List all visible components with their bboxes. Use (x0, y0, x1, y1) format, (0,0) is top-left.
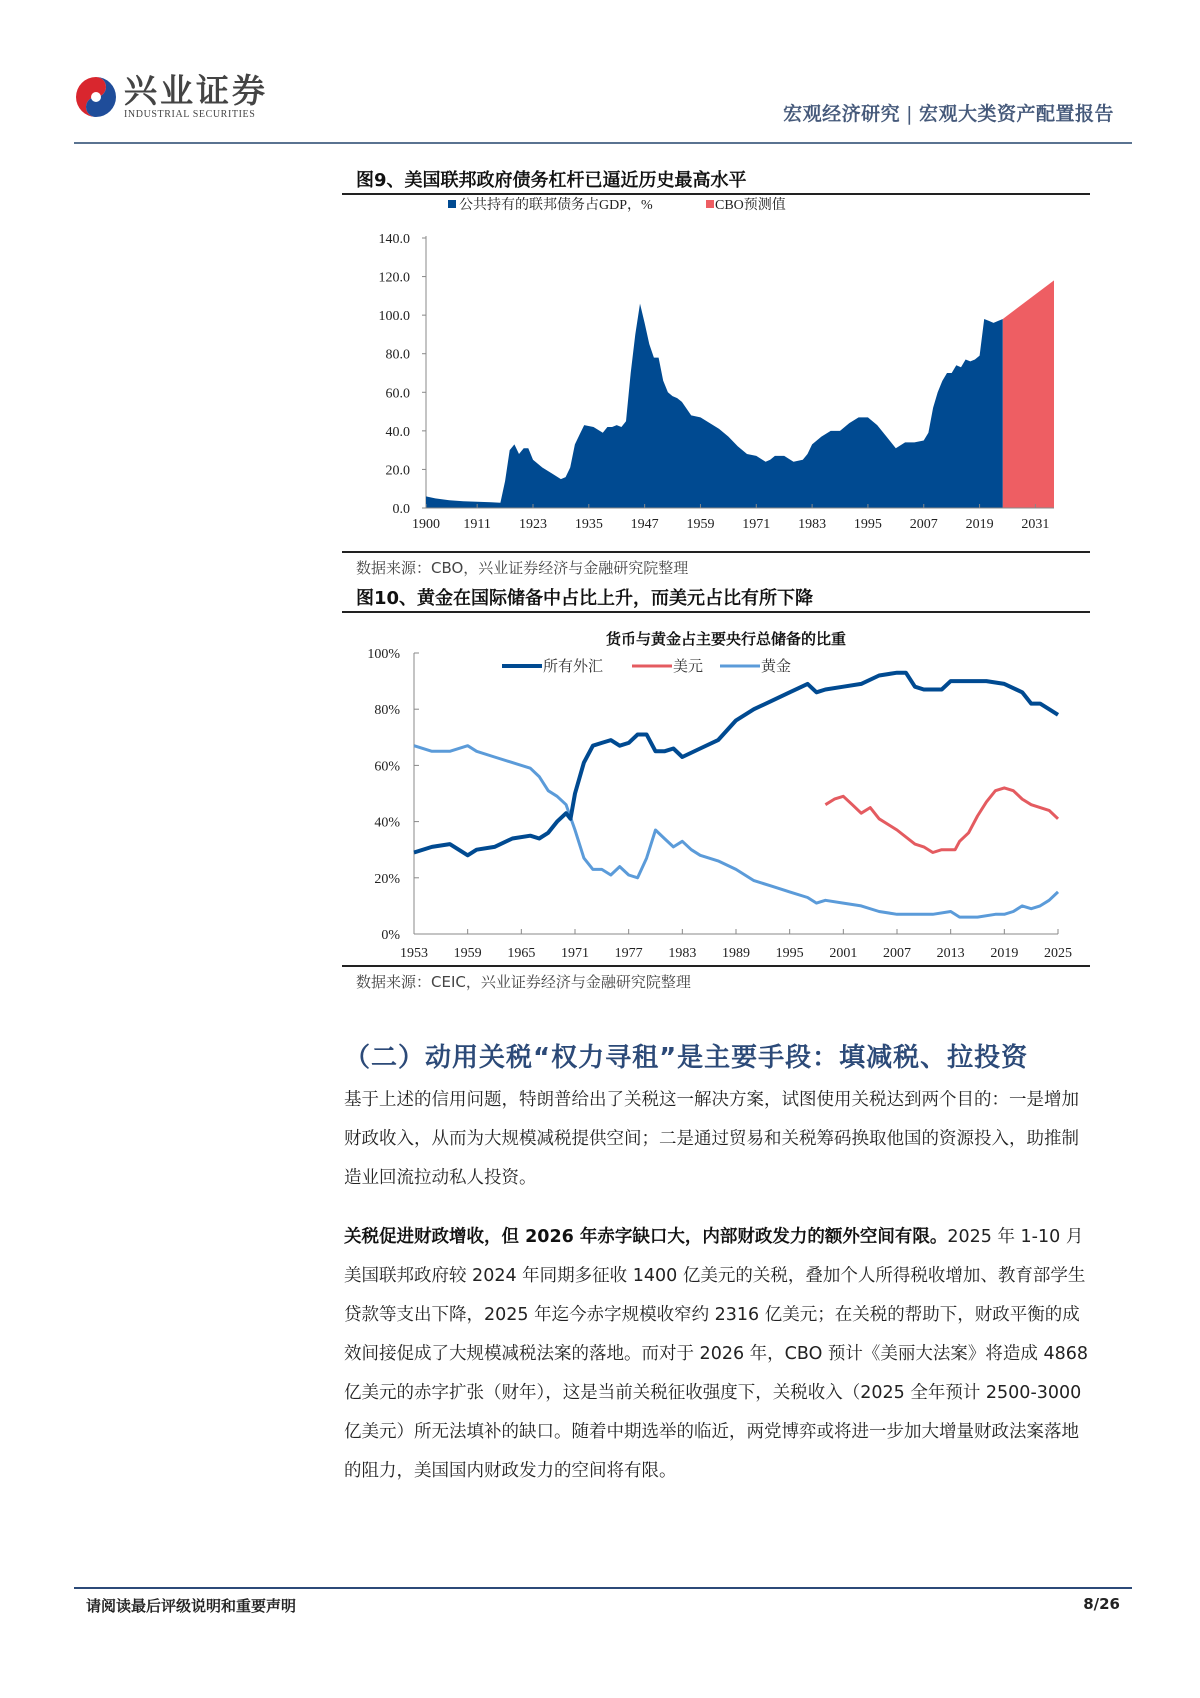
figure9-bottom-rule (342, 551, 1090, 553)
figure10-bottom-rule (342, 965, 1090, 967)
svg-text:40%: 40% (374, 815, 400, 831)
svg-text:2001: 2001 (829, 946, 858, 961)
svg-text:1923: 1923 (518, 517, 547, 532)
svg-text:美元: 美元 (673, 659, 704, 675)
chart2-line-1 (825, 788, 1058, 853)
svg-text:100.0: 100.0 (378, 309, 410, 325)
svg-text:2019: 2019 (990, 946, 1019, 961)
chart2-line-0 (414, 673, 1058, 856)
footer-disclaimer: 请阅读最后评级说明和重要声明 (86, 1597, 297, 1615)
svg-text:1959: 1959 (686, 517, 715, 532)
svg-text:1953: 1953 (400, 946, 428, 961)
svg-text:2007: 2007 (883, 946, 911, 961)
svg-text:60%: 60% (374, 759, 400, 775)
svg-text:1977: 1977 (614, 946, 643, 961)
figure9-title: 图9、美国联邦政府债务杠杆已逼近历史最高水平 (356, 170, 747, 191)
svg-text:20%: 20% (374, 871, 400, 887)
company-logo (74, 71, 268, 120)
chart1-area-0 (426, 304, 1003, 508)
header-separator: | (906, 103, 913, 125)
svg-text:1935: 1935 (574, 517, 603, 532)
figure10-source: 数据来源：CEIC，兴业证券经济与金融研究院整理 (356, 973, 691, 991)
svg-text:0.0: 0.0 (392, 502, 410, 517)
svg-text:CBO预测值: CBO预测值 (715, 198, 786, 213)
svg-text:60.0: 60.0 (385, 386, 410, 402)
chart1-legend (448, 196, 786, 213)
svg-text:20.0: 20.0 (385, 463, 410, 479)
svg-text:1983: 1983 (668, 946, 697, 961)
chart2-title: 货币与黄金占主要央行总储备的比重 (605, 632, 847, 648)
svg-text:100%: 100% (367, 647, 400, 662)
svg-text:2031: 2031 (1021, 517, 1050, 532)
svg-text:2007: 2007 (909, 517, 938, 532)
svg-text:1947: 1947 (630, 517, 659, 532)
svg-text:140.0: 140.0 (378, 232, 410, 247)
chart1-area-1 (1003, 280, 1054, 508)
paragraph-lead-bold: 关税促进财政增收，但 2026 年赤字缺口大，内部财政发力的额外空间有限。 (344, 1227, 948, 1247)
logo-english-name: INDUSTRIAL SECURITIES (124, 109, 256, 120)
paragraph-tariff-solution: 基于上述的信用问题，特朗普给出了关税这一解决方案，试图使用关税达到两个目的：一是增加财政收入，从而为大规模减税提供空间；二是通过贸易和关税筹码换取他国的资源投入，助推制造业回流拉动私人投资。 (344, 1090, 1079, 1188)
chart2-legend (502, 657, 791, 675)
svg-text:1995: 1995 (853, 517, 882, 532)
figure10-top-rule (342, 611, 1090, 613)
svg-text:1911: 1911 (463, 517, 491, 532)
logo-swirl-icon (74, 75, 118, 119)
figure9-source: 数据来源：CBO，兴业证券经济与金融研究院整理 (356, 559, 689, 577)
svg-text:1959: 1959 (453, 946, 482, 961)
svg-text:80.0: 80.0 (385, 347, 410, 363)
svg-text:所有外汇: 所有外汇 (543, 659, 604, 675)
svg-text:0%: 0% (381, 928, 400, 943)
svg-text:1983: 1983 (798, 517, 827, 532)
svg-text:40.0: 40.0 (385, 424, 410, 440)
svg-text:1995: 1995 (775, 946, 804, 961)
svg-text:2025: 2025 (1044, 946, 1072, 961)
figure10-title: 图10、黄金在国际储备中占比上升，而美元占比有所下降 (356, 588, 814, 609)
report-category: 宏观经济研究 (783, 103, 901, 125)
svg-text:公共持有的联邦债务占GDP，%: 公共持有的联邦债务占GDP，% (459, 198, 653, 213)
report-type: 宏观大类资产配置报告 (918, 103, 1114, 125)
figure9-top-rule (342, 193, 1090, 195)
svg-text:120.0: 120.0 (378, 270, 410, 286)
svg-text:2019: 2019 (965, 517, 994, 532)
paragraph-body: 2025 年 1-10 月美国联邦政府较 2024 年同期多征收 1400 亿美元的关税，叠加个人所得税收增加、教育部学生贷款等支出下降，2025 年迄今赤字规模收窄约 2316 亿美元；在关税的帮助下，财政平衡的成效间接促成了大规模减税法案的落地。而对于 2026 年，CBO 预计《美丽大法案》将造成 4868 亿美元的赤字扩张（财年），这是当前关税征收强度下，关税收入（2025 全年预计 2500-3000 亿美元）所无法填补的缺口。随着中期选举的临近，两党博弈或将进一步加大增量财政法案落地的阻力，美国国内财政发力的空间将有限。 (344, 1227, 1089, 1481)
figure9-chart (342, 196, 1090, 548)
svg-text:黄金: 黄金 (761, 659, 792, 675)
svg-text:2013: 2013 (936, 946, 965, 961)
section-heading: （二）动用关税“权力寻租”是主要手段：填减税、拉投资 (344, 1043, 1029, 1073)
svg-text:1989: 1989 (722, 946, 750, 961)
svg-text:1971: 1971 (561, 946, 589, 961)
svg-text:1900: 1900 (412, 517, 440, 532)
logo-chinese-name: 兴业证券 (124, 71, 268, 110)
svg-text:80%: 80% (374, 703, 400, 719)
report-category-header (783, 99, 1114, 126)
chart2-line-2 (414, 746, 1058, 917)
svg-text:1965: 1965 (507, 946, 536, 961)
paragraph-fiscal-deficit (344, 1218, 1090, 1491)
figure10-chart (342, 614, 1090, 966)
footer-divider (74, 1587, 1132, 1589)
header-divider (74, 142, 1132, 144)
svg-text:1971: 1971 (742, 517, 771, 532)
page-number: 8/26 (1083, 1595, 1120, 1613)
